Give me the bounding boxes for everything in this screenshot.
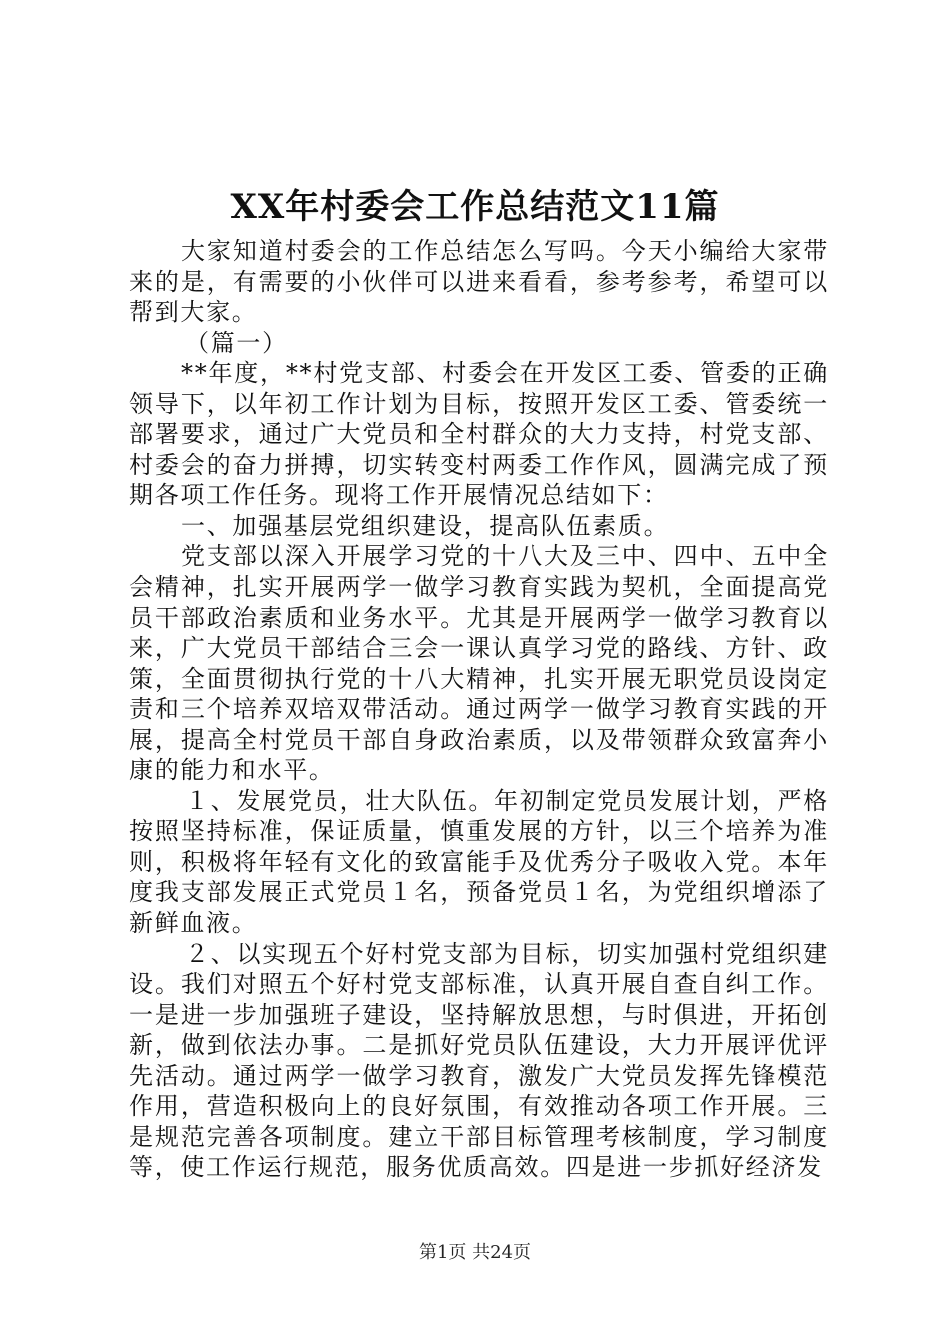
paragraph-overview: **年度，**村党支部、村委会在开发区工委、管委的正确领导下，以年初工作计划为目标，按照开发区工委、管委统一部署要求，通过广大党员和全村群众的大力支持，村党支部、村委会的奋力拼搏，切实转变村两委工作作风，圆满完成了预期各项工作任务。现将工作开展情况总结如下： bbox=[129, 359, 829, 510]
paragraph-intro: 大家知道村委会的工作总结怎么写吗。今天小编给大家带来的是，有需要的小伙伴可以进来看看，参考参考，希望可以帮到大家。 bbox=[129, 237, 829, 327]
paragraph-item-two: ２、以实现五个好村党支部为目标，切实加强村党组织建设。我们对照五个好村党支部标准，认真开展自查自纠工作。一是进一步加强班子建设，坚持解放思想，与时俱进，开拓创新，做到依法办事。二是抓好党员队伍建设，大力开展评优评先活动。通过两学一做学习教育，激发广大党员发挥先锋模范作用，营造积极向上的良好氛围，有效推动各项工作开展。三是规范完善各项制度。建立干部目标管理考核制度，学习制度等，使工作运行规范，服务优质高效。四是进一步抓好经济发 bbox=[129, 939, 829, 1182]
paragraph-section-label: （篇一） bbox=[185, 328, 288, 357]
document-body bbox=[129, 236, 829, 1183]
paragraph-item-one: １、发展党员，壮大队伍。年初制定党员发展计划，严格按照坚持标准，保证质量，慎重发展的方针，以三个培养为准则，积极将年轻有文化的致富能手及优秀分子吸收入党。本年度我支部发展正式党员１名，预备党员１名，为党组织增添了新鲜血液。 bbox=[129, 786, 829, 938]
paragraph-party-study: 党支部以深入开展学习党的十八大及三中、四中、五中全会精神，扎实开展两学一做学习教育实践为契机，全面提高党员干部政治素质和业务水平。尤其是开展两学一做学习教育以来，广大党员干部结合三会一课认真学习党的路线、方针、政策，全面贯彻执行党的十八大精神，扎实开展无职党员设岗定责和三个培养双培双带活动。通过两学一做学习教育实践的开展，提高全村党员干部自身政治素质，以及带领群众致富奔小康的能力和水平。 bbox=[129, 542, 829, 785]
paragraph-heading-one: 一、加强基层党组织建设，提高队伍素质。 bbox=[181, 511, 670, 540]
page-footer: 第1页 共24页 bbox=[418, 1242, 532, 1263]
document-title: XX年村委会工作总结范文11篇 bbox=[230, 187, 720, 227]
